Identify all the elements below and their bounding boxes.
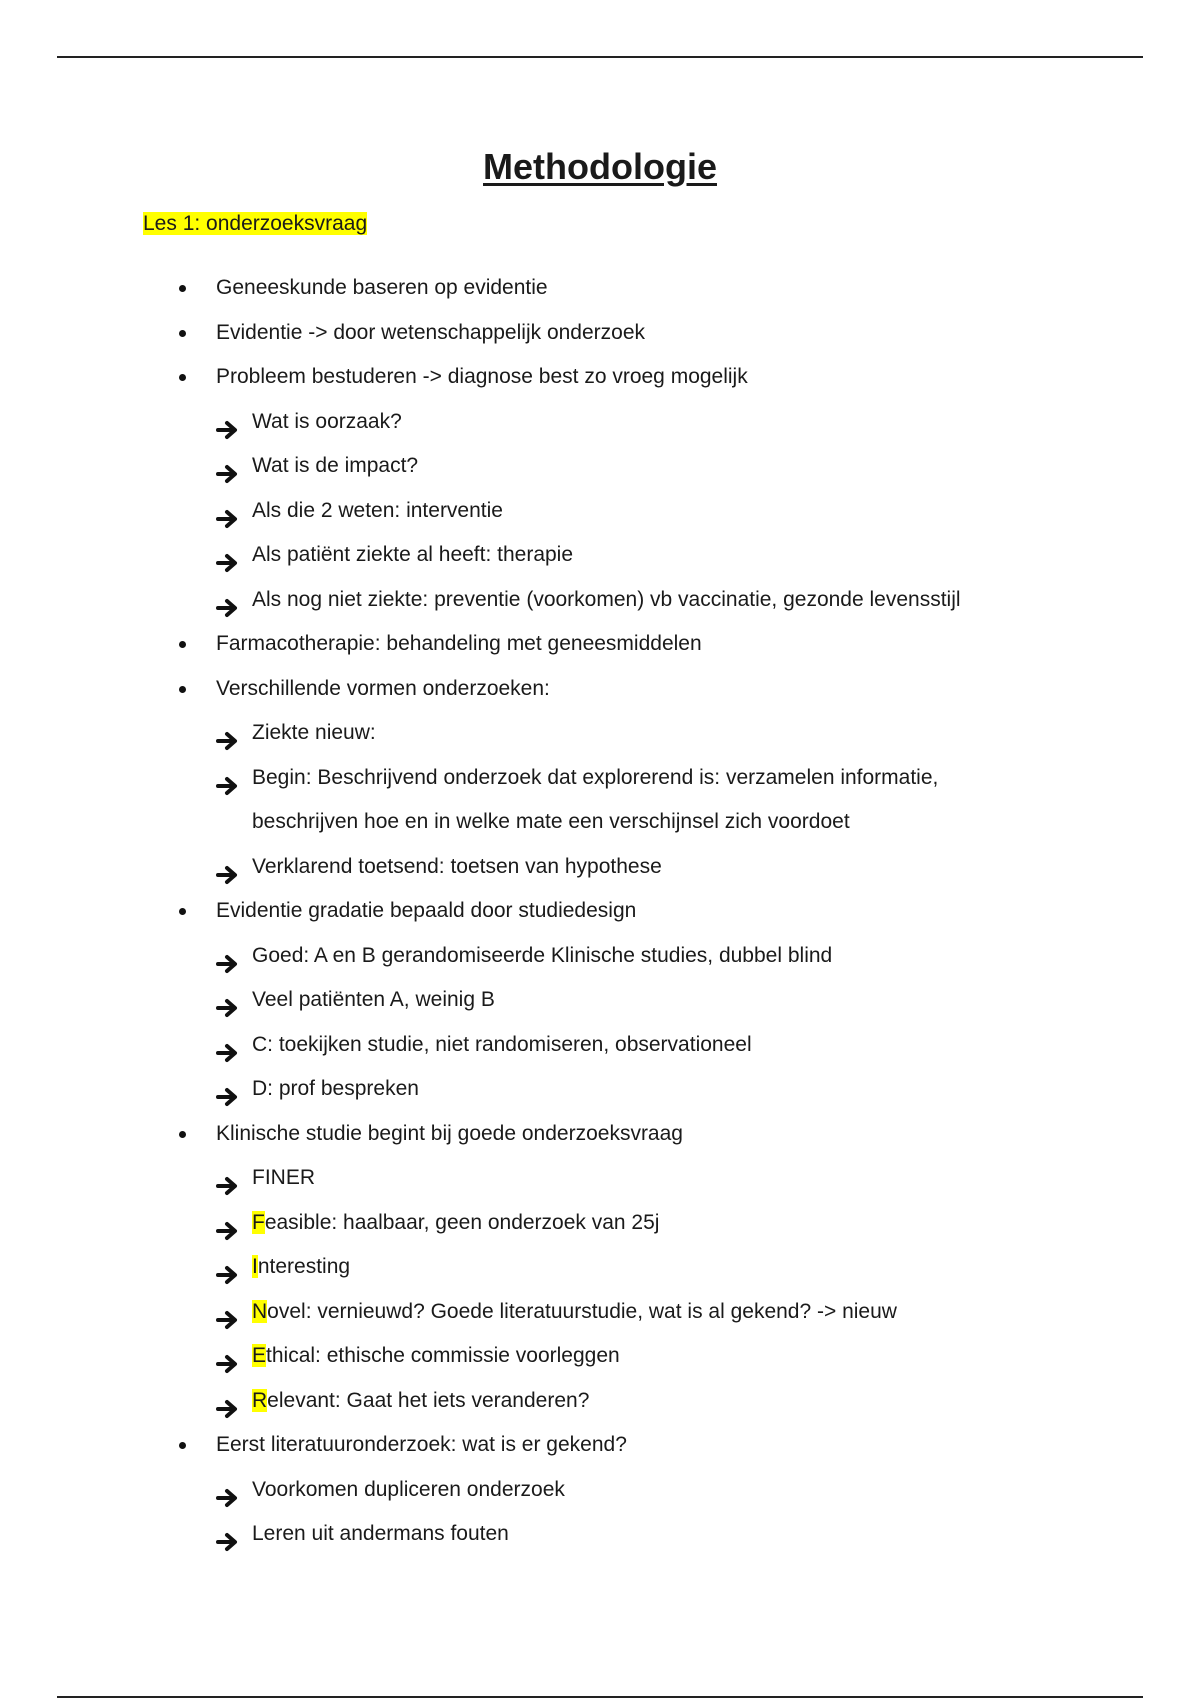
arrow-right-icon (216, 1480, 240, 1500)
item-text: Veel patiënten A, weinig B (252, 988, 495, 1011)
acronym-letter: N (252, 1299, 268, 1323)
arrow-right-icon (216, 1346, 240, 1366)
section-heading (143, 212, 367, 236)
item-text: Evidentie gradatie bepaald door studiedesign (216, 899, 637, 922)
item-text: nteresting (257, 1255, 351, 1278)
item-text: D: prof bespreken (252, 1077, 419, 1100)
arrow-item (0, 533, 1200, 578)
item-text: Wat is de impact? (252, 454, 419, 477)
item-text: Leren uit andermans fouten (252, 1522, 509, 1545)
item-text: Eerst literatuuronderzoek: wat is er gekend? (216, 1433, 627, 1456)
arrow-item (0, 1379, 1200, 1424)
arrow-right-icon (216, 1079, 240, 1099)
item-text: Probleem bestuderen -> diagnose best zo vroeg mogelijk (216, 365, 748, 388)
item-text: beschrijven hoe en in welke mate een verschijnsel zich voordoet (252, 810, 850, 833)
item-text: Als die 2 weten: interventie (252, 498, 503, 522)
acronym-letter: F (252, 1210, 265, 1234)
arrow-right-icon (216, 1391, 240, 1411)
arrow-item (0, 711, 1200, 756)
arrow-right-icon (216, 1168, 240, 1188)
item-text: easible: haalbaar, geen onderzoek van 25j (264, 1210, 660, 1234)
acronym-letter: E (252, 1344, 267, 1367)
section-label: Les 1: onderzoeksvraag (143, 212, 368, 235)
arrow-right-icon (216, 501, 240, 521)
arrow-item (0, 1334, 1200, 1379)
arrow-right-icon (216, 1524, 240, 1544)
item-text: Evidentie -> door wetenschappelijk onderzoek (216, 320, 646, 344)
acronym-letter: I (252, 1255, 258, 1278)
item-text: FINER (252, 1166, 315, 1189)
notes-list (0, 266, 1200, 1557)
arrow-item (0, 1156, 1200, 1201)
arrow-right-icon (216, 1035, 240, 1055)
arrow-right-icon (216, 590, 240, 610)
arrow-item (0, 578, 1200, 623)
page-title: Methodologie (483, 146, 717, 187)
arrow-item (0, 1067, 1200, 1112)
arrow-right-icon (216, 1302, 240, 1322)
item-text: Als patiënt ziekte al heeft: therapie (252, 543, 574, 566)
arrow-item (0, 400, 1200, 445)
item-text: Verschillende vormen onderzoeken: (216, 676, 550, 700)
bullet-item (0, 1112, 1200, 1157)
bullet-item (0, 667, 1200, 712)
footer-rule (57, 1696, 1143, 1698)
bullet-item (0, 311, 1200, 356)
bullet-item (0, 355, 1200, 400)
bullet-item (0, 889, 1200, 934)
arrow-right-icon (216, 946, 240, 966)
item-text: ovel: vernieuwd? Goede literatuurstudie, wat is al gekend? -> nieuw (267, 1299, 897, 1323)
arrow-item (0, 934, 1200, 979)
arrow-item (0, 1023, 1200, 1068)
arrow-item (0, 489, 1200, 534)
acronym-letter: R (252, 1388, 268, 1412)
header-rule (57, 56, 1143, 58)
item-text: Begin: Beschrijvend onderzoek dat explorerend is: verzamelen informatie, (252, 765, 939, 789)
arrow-item (0, 444, 1200, 489)
continuation-line (0, 800, 1200, 845)
bullet-item (0, 1423, 1200, 1468)
item-text: thical: ethische commissie voorleggen (266, 1344, 620, 1367)
item-text: Farmacotherapie: behandeling met geneesmiddelen (216, 632, 702, 655)
bullet-item (0, 266, 1200, 311)
bullet-item (0, 622, 1200, 667)
item-text: C: toekijken studie, niet randomiseren, observationeel (252, 1032, 752, 1056)
arrow-item (0, 1201, 1200, 1246)
arrow-item (0, 845, 1200, 890)
arrow-right-icon (216, 412, 240, 432)
item-text: Klinische studie begint bij goede onderzoeksvraag (216, 1121, 683, 1145)
arrow-item (0, 1512, 1200, 1557)
item-text: Goed: A en B gerandomiseerde Klinische studies, dubbel blind (252, 943, 833, 967)
item-text: Ziekte nieuw: (252, 721, 376, 744)
arrow-right-icon (216, 456, 240, 476)
arrow-right-icon (216, 545, 240, 565)
item-text: Geneeskunde baseren op evidentie (216, 276, 548, 299)
arrow-item (0, 978, 1200, 1023)
item-text: Als nog niet ziekte: preventie (voorkomen) vb vaccinatie, gezonde levensstijl (252, 587, 961, 611)
arrow-item (0, 756, 1200, 801)
item-text: elevant: Gaat het iets veranderen? (267, 1388, 590, 1412)
arrow-right-icon (216, 990, 240, 1010)
arrow-item (0, 1468, 1200, 1513)
item-text: Wat is oorzaak? (252, 409, 402, 433)
arrow-right-icon (216, 1257, 240, 1277)
arrow-right-icon (216, 1213, 240, 1233)
arrow-item (0, 1245, 1200, 1290)
item-text: Verklarend toetsend: toetsen van hypothese (252, 854, 662, 878)
arrow-right-icon (216, 857, 240, 877)
arrow-item (0, 1290, 1200, 1335)
arrow-right-icon (216, 768, 240, 788)
arrow-right-icon (216, 723, 240, 743)
item-text: Voorkomen dupliceren onderzoek (252, 1477, 565, 1501)
